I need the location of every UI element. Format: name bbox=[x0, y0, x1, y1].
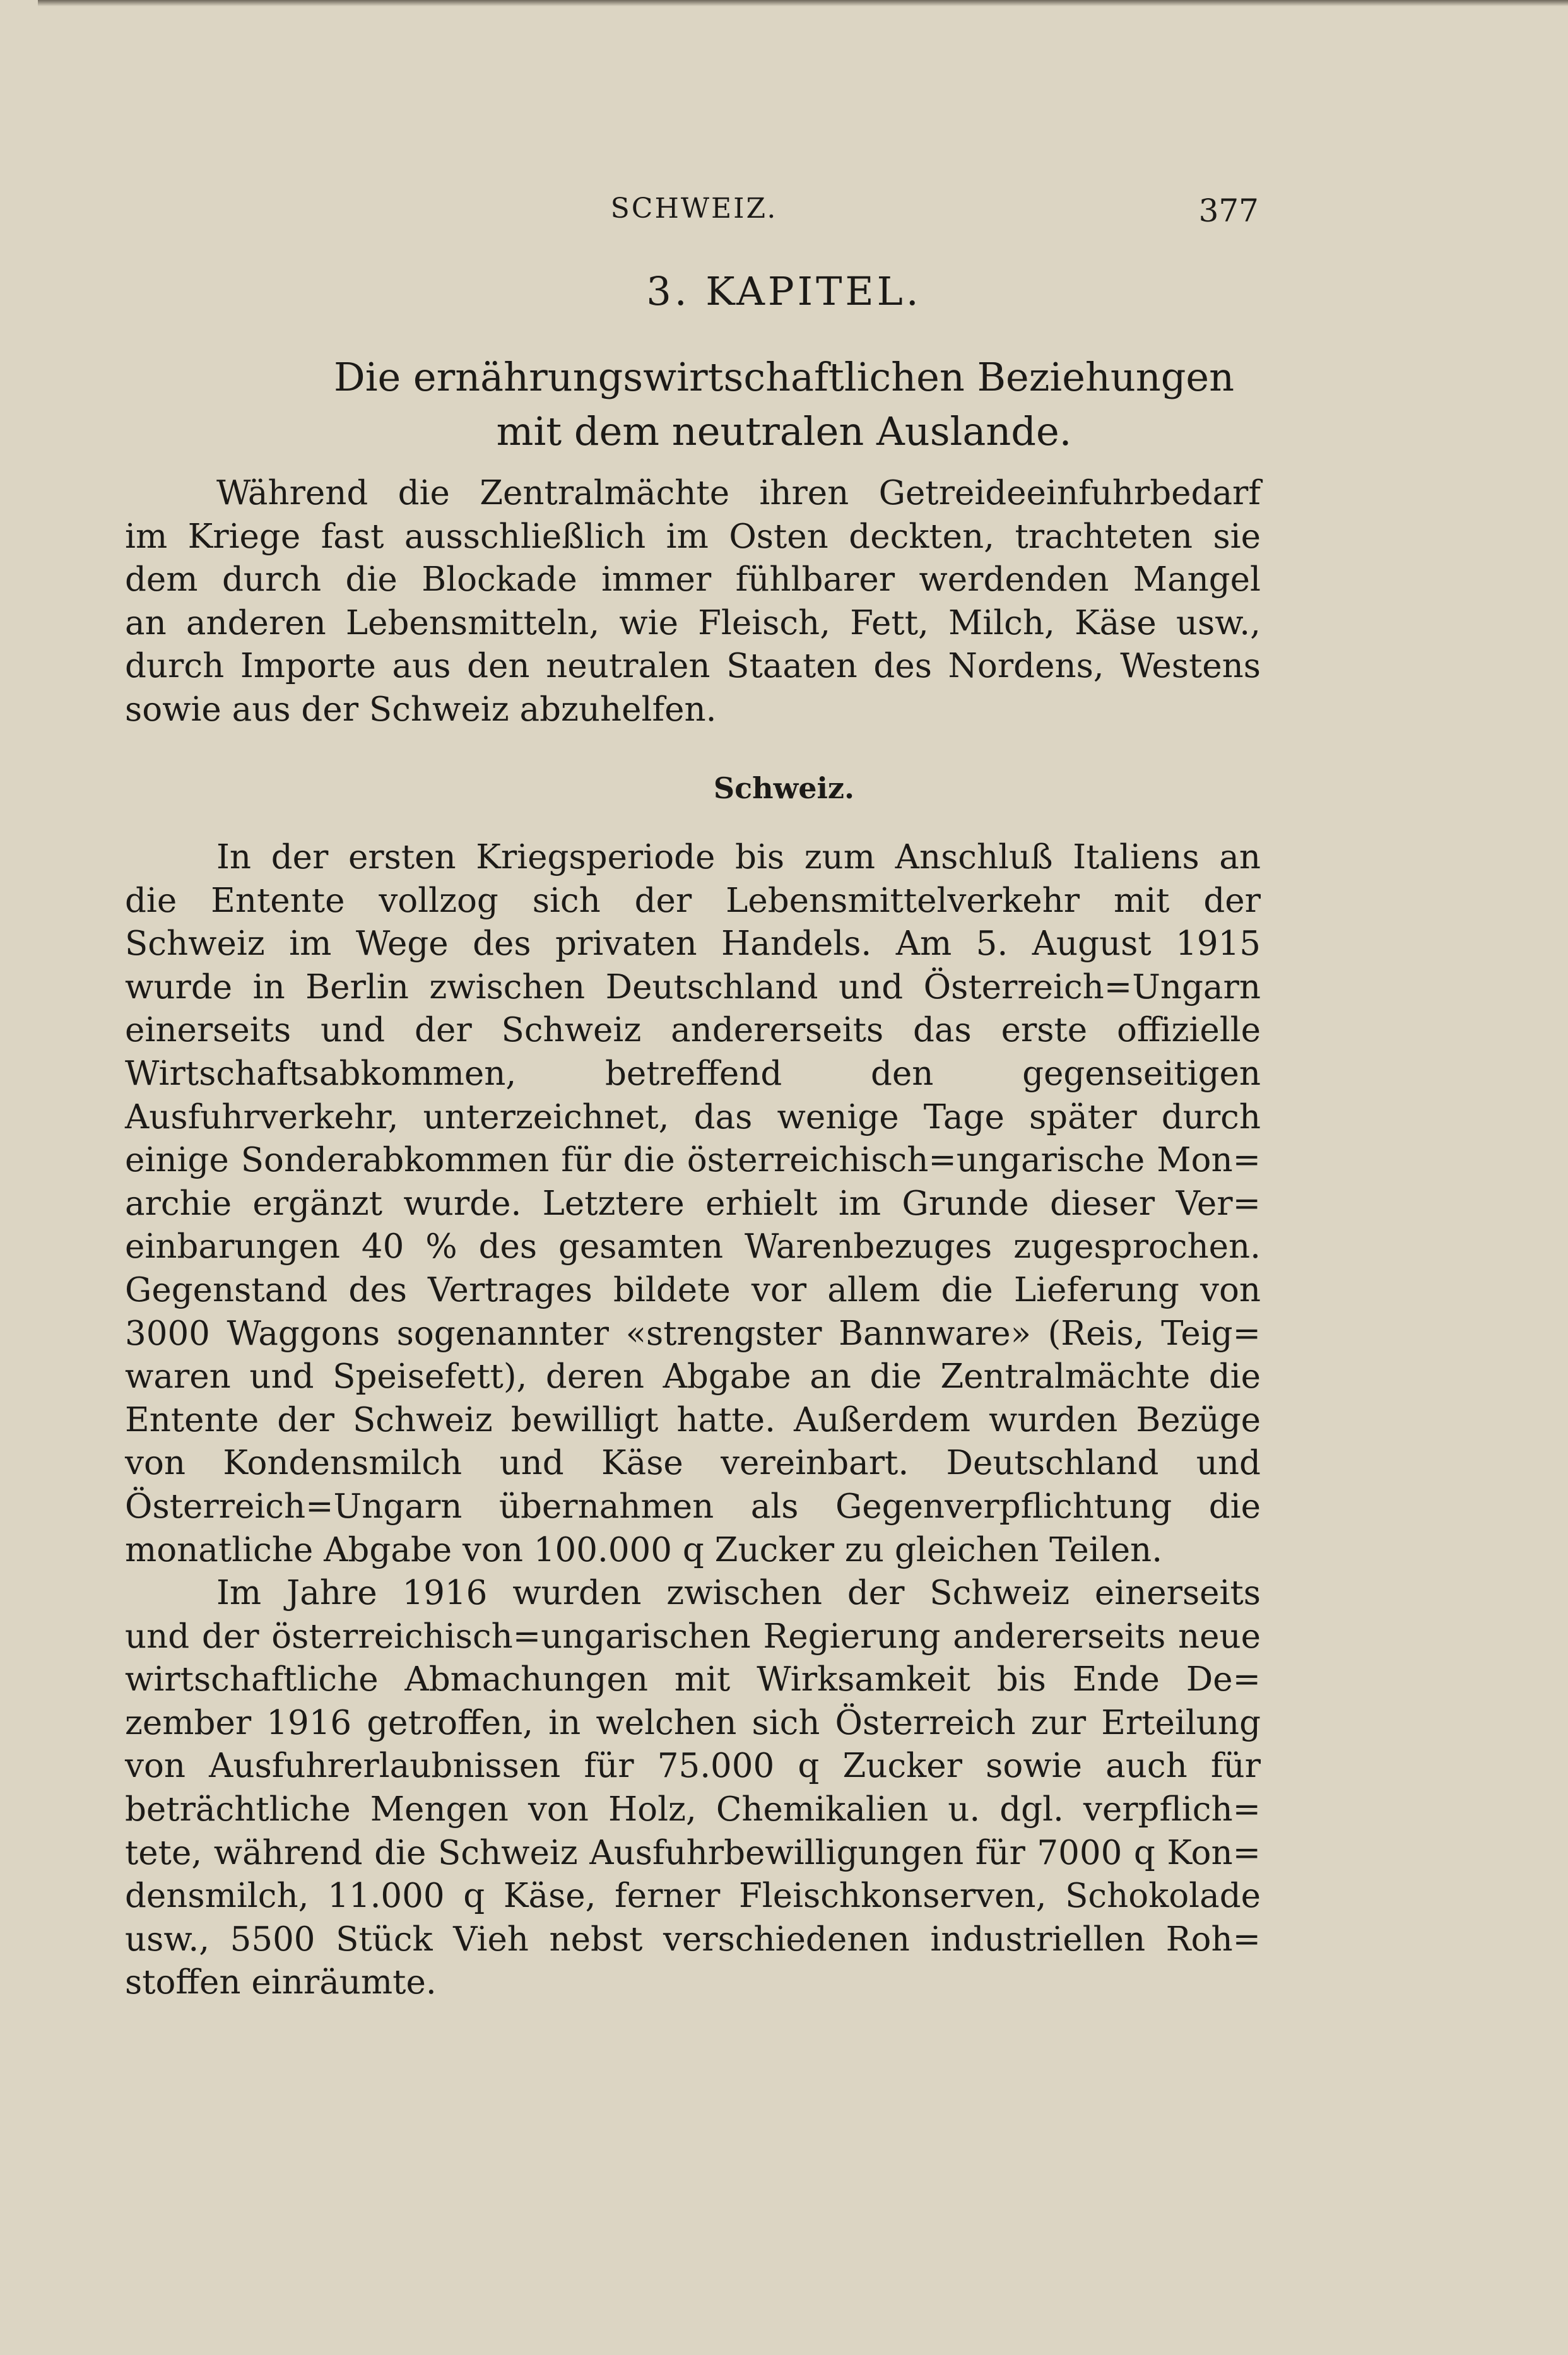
text-line: von Ausfuhrerlaubnissen für 75.000 q Zucker sowie auch für bbox=[125, 1747, 1261, 1786]
text-line: stoffen einräumte. bbox=[125, 1963, 437, 2002]
running-head: SCHWEIZ. bbox=[610, 192, 778, 225]
text-line: In der ersten Kriegsperiode bis zum Anschluß Italiens an bbox=[216, 838, 1261, 876]
text-line: monatliche Abgabe von 100.000 q Zucker zu gleichen Teilen. bbox=[125, 1530, 1163, 1569]
subtitle-line: mit dem neutralen Auslande. bbox=[496, 408, 1072, 454]
text-line: sowie aus der Schweiz abzuhelfen. bbox=[125, 690, 717, 729]
text-line: und der österreichisch=ungarischen Regierung andererseits neue bbox=[125, 1617, 1261, 1656]
text-line: an anderen Lebensmitteln, wie Fleisch, Fett, Milch, Käse usw., bbox=[125, 603, 1261, 642]
text-line: Schweiz im Wege des privaten Handels. Am 5. August 1915 bbox=[125, 924, 1261, 964]
text-line: beträchtliche Mengen von Holz, Chemikalien u. dgl. verpflich= bbox=[125, 1790, 1261, 1829]
text-line: im Kriege fast ausschließlich im Osten deckten, trachteten sie bbox=[125, 517, 1261, 556]
page-header bbox=[129, 192, 1259, 237]
text-line: Österreich=Ungarn übernahmen als Gegenverpflichtung die bbox=[125, 1487, 1261, 1526]
text-line: Gegenstand des Vertrages bildete vor allem die Lieferung von bbox=[125, 1270, 1261, 1309]
text-line: von Kondensmilch und Käse vereinbart. Deutschland und bbox=[125, 1444, 1261, 1483]
text-line: tete, während die Schweiz Ausfuhrbewilligungen für 7000 q Kon= bbox=[125, 1833, 1261, 1872]
page-top-edge bbox=[38, 0, 1568, 6]
text-line: einbarungen 40 % des gesamten Warenbezuges zugesprochen. bbox=[125, 1227, 1261, 1266]
text-line: Ausfuhrverkehr, unterzeichnet, das wenige Tage später durch bbox=[125, 1097, 1261, 1136]
text-line: einerseits und der Schweiz andererseits das erste offizielle bbox=[125, 1011, 1261, 1050]
text-line: die Entente vollzog sich der Lebensmittelverkehr mit der bbox=[125, 881, 1261, 920]
text-line: einige Sonderabkommen für die österreichisch=ungarische Mon= bbox=[125, 1141, 1261, 1180]
text-line: wurde in Berlin zwischen Deutschland und Österreich=Ungarn bbox=[125, 967, 1261, 1006]
intro-paragraph bbox=[125, 472, 1261, 732]
text-line: waren und Speisefett), deren Abgabe an die Zentralmächte die bbox=[125, 1357, 1261, 1396]
text-line: durch Importe aus den neutralen Staaten des Nordens, Westens bbox=[125, 647, 1261, 686]
page-number: 377 bbox=[1198, 192, 1259, 229]
subtitle-line: Die ernährungswirtschaftlichen Beziehungen bbox=[333, 354, 1235, 400]
text-line: Wirtschaftsabkommen, betreffend den gegenseitigen bbox=[125, 1054, 1261, 1093]
text-line: dem durch die Blockade immer fühlbarer werdenden Mangel bbox=[125, 560, 1261, 599]
text-line: archie ergänzt wurde. Letztere erhielt im Grunde dieser Ver= bbox=[125, 1184, 1261, 1223]
section-heading: Schweiz. bbox=[713, 771, 855, 805]
text-line: zember 1916 getroffen, in welchen sich Österreich zur Erteilung bbox=[125, 1703, 1261, 1742]
chapter-heading: 3. KAPITEL. bbox=[646, 268, 922, 314]
text-line: usw., 5500 Stück Vieh nebst verschiedenen industriellen Roh= bbox=[125, 1920, 1261, 1959]
text-line: Während die Zentralmächte ihren Getreideeinfuhrbedarf bbox=[216, 474, 1261, 512]
paragraph bbox=[125, 836, 1261, 1572]
text-line: Im Jahre 1916 wurden zwischen der Schweiz einerseits bbox=[216, 1574, 1261, 1613]
paragraph bbox=[125, 1572, 1261, 2005]
main-text bbox=[125, 836, 1261, 2005]
text-line: Entente der Schweiz bewilligt hatte. Außerdem wurden Bezüge bbox=[125, 1400, 1261, 1439]
text-line: densmilch, 11.000 q Käse, ferner Fleischkonserven, Schokolade bbox=[125, 1877, 1261, 1916]
text-line: 3000 Waggons sogenannter «strengster Bannware» (Reis, Teig= bbox=[125, 1314, 1261, 1353]
chapter-subtitle bbox=[0, 350, 1568, 459]
text-line: wirtschaftliche Abmachungen mit Wirksamkeit bis Ende De= bbox=[125, 1660, 1261, 1699]
